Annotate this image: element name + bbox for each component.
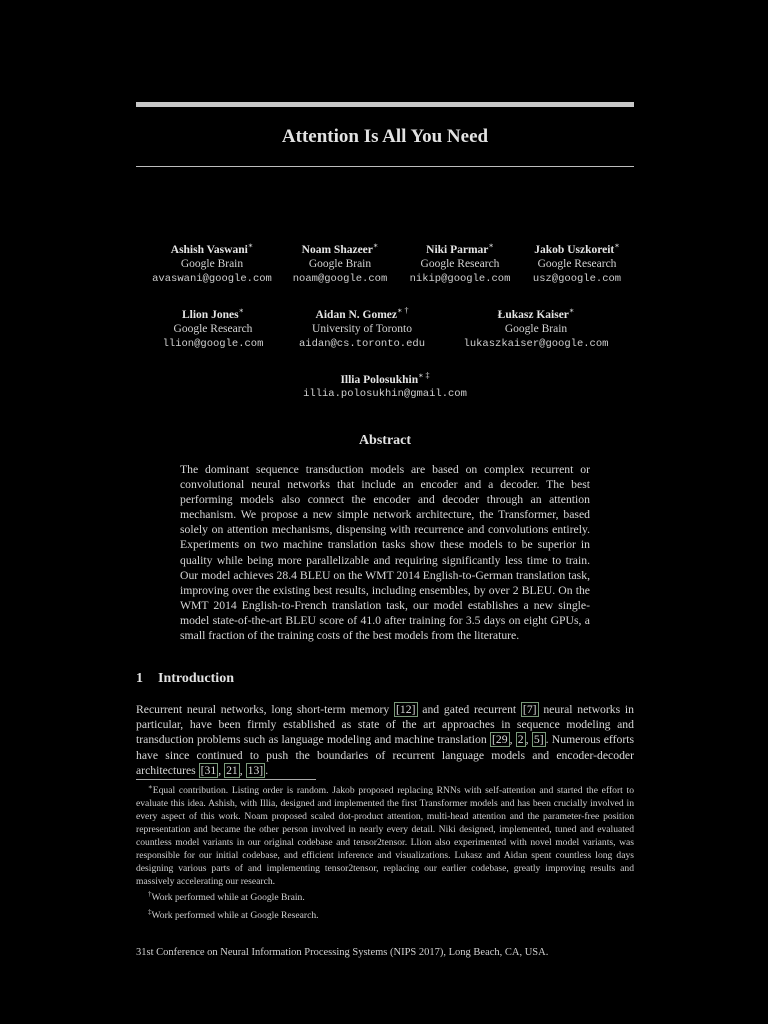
paper-title: Attention Is All You Need [281,126,489,147]
author-email: noam@google.com [292,272,388,285]
abstract-heading: Abstract [358,433,412,448]
author-email: llion@google.com [162,337,264,350]
author-affiliation: University of Toronto [312,323,412,336]
footnotes [136,781,634,923]
footnote-rule [136,779,316,780]
section-title: Introduction [158,671,234,686]
citation-link[interactable]: 2 [517,733,524,747]
author-email: illia.polosukhin@gmail.com [303,388,467,401]
citation-link[interactable]: 5] [533,733,544,747]
author-name: Niki Parmar∗ [426,241,494,256]
author-affiliation: Google Brain [308,258,372,271]
author-email: nikip@google.com [409,272,511,285]
citation-link[interactable]: [7] [522,703,537,716]
author-block [163,304,264,351]
citation-link[interactable]: [12] [396,703,416,716]
author-name: Illia Polosukhin∗ ‡ [340,371,430,386]
author-affiliation: Google Research [537,258,617,271]
author-email: lukaszkaiser@google.com [463,337,609,350]
author-affiliation: Google Research [420,258,500,271]
citation-link[interactable]: [31 [200,763,217,777]
footnote-equal-contribution: ∗Equal contribution. Listing order is random. Jakob proposed replacing RNNs with self-attention and started the effort to evaluate this idea. Ashish, with Illia, designed and implemented the first Transformer models and has been crucially involved in every aspect of this work. Noam proposed scaled dot-product attention, multi-head attention and the parameter-free position representation and became the other person involved in nearly every detail. Niki designed, implemented, tuned and evaluated countless model variants in our original codebase and tensor2tensor. Llion also experimented with novel model variants, was responsible for our initial codebase, and efficient inference and visualizations. Lukasz and Aidan spent countless long days designing various parts of and implementing tensor2tensor, replacing our earlier codebase, greatly improving results and massively accelerating our research. [136,783,634,887]
intro-paragraph: Recurrent neural networks, long short-term memory [12] and gated recurrent [7] neural networks in particular, have been firmly established as state of the art approaches in sequence modeling and transduction problems such as language modeling and machine translation [29 , 2 , 5] . Numerous efforts have since continued to push the boundaries of recurrent language models and encoder-decoder architectures [31 , 21 , 13] . [136,703,635,777]
author-email: aidan@cs.toronto.edu [298,337,426,350]
author-block [299,304,425,351]
conference-footer: 31st Conference on Neural Information Processing Systems (NIPS 2017), Long Beach, CA, USA. [136,947,549,958]
author-affiliation: Google Research [173,323,253,336]
author-affiliation: Google Brain [504,323,568,336]
author-name: Aidan N. Gomez∗ † [315,306,409,321]
abstract-text: The dominant sequence transduction models are based on complex recurrent or convolutional neural networks that include an encoder and a decoder. The best performing models also connect the encoder and decoder through an attention mechanism. We propose a new simple network architecture, the Transformer, based solely on attention mechanisms, dispensing with recurrence and convolutions entirely. Experiments on two machine translation tasks show these models to be superior in quality while being more parallelizable and requiring significantly less time to train. Our model achieves 28.4 BLEU on the WMT 2014 English-to-German translation task, improving over the existing best results, including ensembles, by over 2 BLEU. On the WMT 2014 English-to-French translation task, our model establishes a new single-model state-of-the-art BLEU score of 41.0 after training for 3.5 days on eight GPUs, a small fraction of the training costs of the best models from the literature. [180,463,590,643]
author-block [410,239,511,286]
citation-link[interactable]: 21 [226,763,238,777]
author-affiliation: Google Brain [180,258,244,271]
footnote-google-brain: †Work performed while at Google Brain. [148,890,305,904]
section-heading [136,671,234,687]
author-name: Łukasz Kaiser∗ [497,306,575,321]
section-number: 1 [136,671,143,686]
footnote-google-research: ‡Work performed while at Google Research. [148,907,319,921]
author-name: Jakob Uszkoreit∗ [534,241,620,256]
author-name: Llion Jones∗ [181,306,244,321]
author-email: avaswani@google.com [152,272,272,285]
author-block [293,239,388,286]
author-name: Noam Shazeer∗ [301,241,379,256]
author-block [152,239,272,286]
author-block [533,239,621,286]
author-block [464,304,609,351]
title-top-rule [136,102,634,107]
citation-link[interactable]: 13] [247,763,264,777]
author-name: Ashish Vaswani∗ [170,241,254,256]
title-bottom-rule [136,166,634,167]
citation-link[interactable]: [29 [492,733,508,747]
author-block [303,369,467,402]
author-email: usz@google.com [532,272,622,285]
